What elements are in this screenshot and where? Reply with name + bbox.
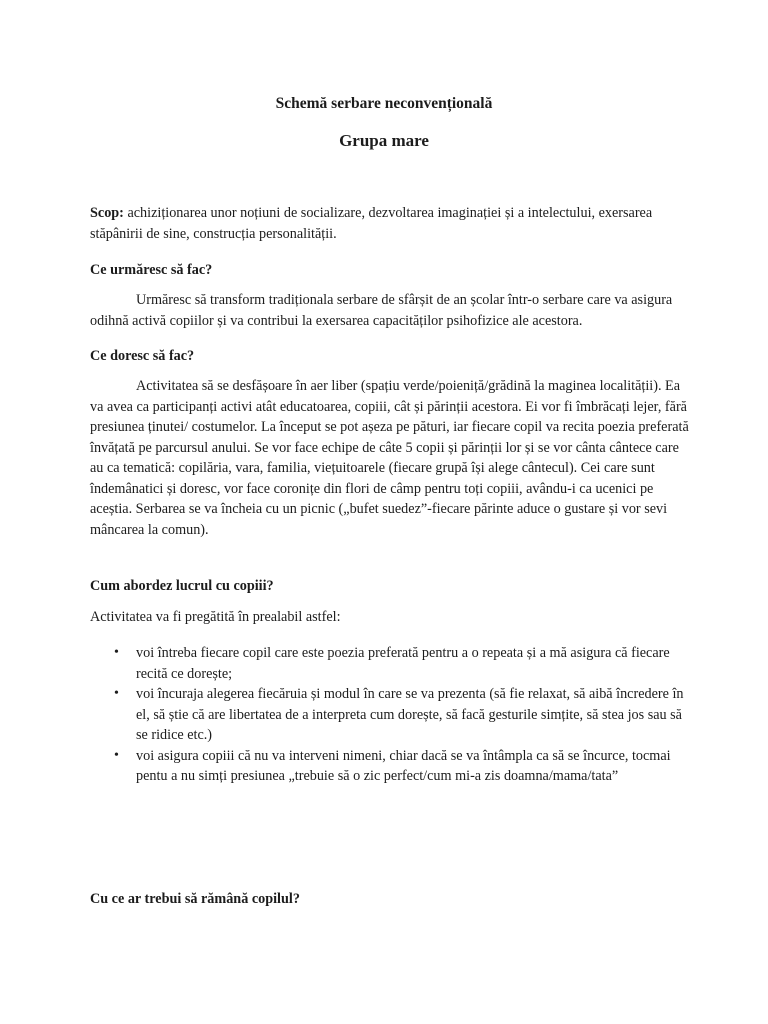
section-paragraph-goal: Urmăresc să transform tradiționala serbare de sfârșit de an școlar într-o serbare care va asigura odihnă activă copiilor și va contribui la exersarea capacităților psihofizice ale acestora.: [90, 292, 673, 329]
document-subtitle: Grupa mare: [339, 131, 429, 150]
section-heading-goal: Ce urmăresc să fac?: [90, 262, 213, 278]
approach-bullet-list: [90, 643, 690, 787]
document-title: Schemă serbare neconvențională: [275, 95, 493, 112]
list-item: [90, 746, 690, 787]
section-heading-approach: Cum abordez lucrul cu copiii?: [90, 578, 274, 594]
list-item-text: voi întreba fiecare copil care este poezia preferată pentru a o repeata și a mă asigura că fiecare recită ce dorește;: [136, 645, 670, 682]
list-item-text: voi încuraja alegerea fiecăruia și modul în care se va prezenta (să fie relaxat, să aibă încredere în el, să știe că are libertatea de a interpreta cum dorește, să facă gesturile simțite, să stea jos sau să se ridice etc.): [136, 686, 684, 743]
section-paragraph-approach: Activitatea va fi pregătită în prealabil astfel:: [90, 609, 341, 625]
list-item-text: voi asigura copiii că nu va interveni nimeni, chiar dacă se va întâmpla ca să se încurce, tocmai pentu a nu simți presiunea „trebuie să o zic perfect/cum mi-a zis doamna/mama/tata”: [136, 747, 671, 784]
list-item: [90, 684, 690, 746]
section-paragraph-wish: Activitatea să se desfășoare în aer liber (spațiu verde/poieniță/grădină la maginea localității). Ea va avea ca participanți activi atât educatoarea, copiii, cât și părinții acestora. Ei vor fi îmbrăcați lejer, fără presiunea ținutei/ costumelor. La început se pot așeza pe pături, iar fiecare copil va recita poezia preferată învățată pe parcursul anului. Se vor face echipe de câte 5 copii și părinții lor și se vor cânta cântece care au ca tematică: copilăria, vara, familia, viețuitoarele (fiecare grupă își alege cântecul). Cei care sunt îndemânatici și doresc, vor face coronițe din flori de câmp pentru toți copiii, avându-i ca ucenici pe aceștia. Serbarea se va încheia cu un picnic („bufet suedez”-fiecare părinte aduce o gustare și vor sevi mâncarea la comun).: [90, 378, 689, 538]
bullet-icon: •: [114, 747, 119, 763]
list-item: [90, 643, 690, 684]
scope-text: achiziționarea unor noțiuni de socializare, dezvoltarea imaginației și a intelectului, exersarea stăpânirii de sine, construcția personalității.: [90, 205, 653, 242]
scope-paragraph: [90, 203, 690, 244]
bullet-icon: •: [114, 645, 119, 660]
final-heading: Cu ce ar trebui să rămână copilul?: [90, 891, 300, 907]
scope-label: Scop:: [90, 205, 124, 221]
section-heading-wish: Ce doresc să fac?: [90, 348, 195, 364]
bullet-icon: •: [114, 686, 119, 701]
